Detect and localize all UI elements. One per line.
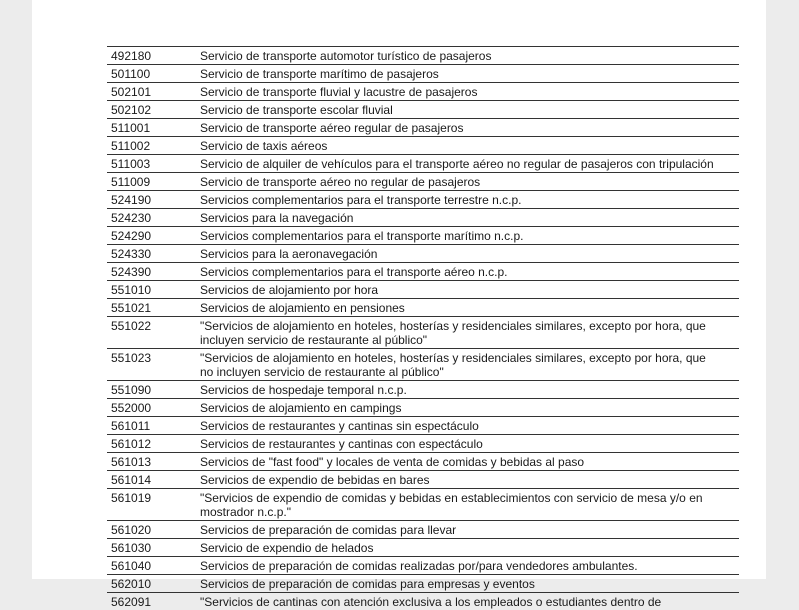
activity-description: Servicio de transporte fluvial y lacustre de pasajeros xyxy=(200,85,478,99)
activity-code: 492180 xyxy=(111,49,152,63)
table-row xyxy=(107,245,739,263)
activity-code: 561014 xyxy=(111,473,152,487)
table-row xyxy=(107,101,739,119)
activity-code: 561020 xyxy=(111,523,152,537)
activity-description: Servicios de restaurantes y cantinas con espectáculo xyxy=(200,437,483,451)
table-row xyxy=(107,83,739,101)
table-row xyxy=(107,209,739,227)
activity-code: 552000 xyxy=(111,401,152,415)
table-row xyxy=(107,381,739,399)
table-row xyxy=(107,191,739,209)
table-row xyxy=(107,399,739,417)
table-row xyxy=(107,137,739,155)
activity-description: Servicios de hospedaje temporal n.c.p. xyxy=(200,383,407,397)
activity-description: Servicio de transporte marítimo de pasajeros xyxy=(200,67,439,81)
activity-code-table xyxy=(107,46,739,610)
activity-description: Servicios complementarios para el transporte aéreo n.c.p. xyxy=(200,265,508,279)
activity-description: Servicios complementarios para el transporte marítimo n.c.p. xyxy=(200,229,524,243)
activity-description: Servicio de alquiler de vehículos para el transporte aéreo no regular de pasajeros con tripulación xyxy=(200,157,714,171)
table-row xyxy=(107,539,739,557)
activity-description: Servicios complementarios para el transporte terrestre n.c.p. xyxy=(200,193,522,207)
table-row xyxy=(107,453,739,471)
activity-description: Servicios de expendio de bebidas en bares xyxy=(200,473,430,487)
activity-code: 551023 xyxy=(111,351,152,365)
table-row xyxy=(107,65,739,83)
activity-code: 551022 xyxy=(111,319,152,333)
table-row xyxy=(107,471,739,489)
activity-description: "Servicios de alojamiento en hoteles, hosterías y residenciales similares, excepto por hora, que no incluyen servicio de restaurante al público" xyxy=(200,351,706,379)
activity-description: Servicio de taxis aéreos xyxy=(200,139,328,153)
activity-code: 511003 xyxy=(111,157,151,171)
activity-code: 502102 xyxy=(111,103,152,117)
activity-code: 524230 xyxy=(111,211,152,225)
activity-code: 551090 xyxy=(111,383,152,397)
activity-description: Servicios para la aeronavegación xyxy=(200,247,378,261)
activity-code: 524330 xyxy=(111,247,152,261)
activity-description: Servicios de "fast food" y locales de venta de comidas y bebidas al paso xyxy=(200,455,585,469)
activity-description: "Servicios de expendio de comidas y bebidas en establecimientos con servicio de mesa y/o en mostrador n.c.p." xyxy=(200,491,703,519)
activity-code: 562091 xyxy=(111,595,152,609)
activity-code: 561012 xyxy=(111,437,152,451)
activity-code: 511001 xyxy=(111,121,151,135)
activity-description: Servicio de transporte aéreo regular de pasajeros xyxy=(200,121,464,135)
activity-description: Servicio de transporte automotor turístico de pasajeros xyxy=(200,49,492,63)
activity-description: Servicios de restaurantes y cantinas sin espectáculo xyxy=(200,419,479,433)
table-row xyxy=(107,263,739,281)
activity-description: Servicio de transporte aéreo no regular de pasajeros xyxy=(200,175,481,189)
table-row xyxy=(107,575,739,593)
activity-description: Servicios para la navegación xyxy=(200,211,354,225)
table-row xyxy=(107,227,739,245)
activity-description: "Servicios de cantinas con atención exclusiva a los empleados o estudiantes dentro de xyxy=(200,595,662,609)
activity-code: 524390 xyxy=(111,265,152,279)
table-row xyxy=(107,349,739,381)
activity-code: 561013 xyxy=(111,455,152,469)
activity-code: 561019 xyxy=(111,491,152,505)
activity-code: 524290 xyxy=(111,229,152,243)
table-row xyxy=(107,47,739,65)
activity-code: 502101 xyxy=(111,85,152,99)
table-row xyxy=(107,557,739,575)
table-row xyxy=(107,593,739,610)
table-row xyxy=(107,417,739,435)
activity-description: Servicios de alojamiento en pensiones xyxy=(200,301,405,315)
table-row xyxy=(107,521,739,539)
table-row xyxy=(107,299,739,317)
table-row xyxy=(107,281,739,299)
activity-description: Servicio de expendio de helados xyxy=(200,541,374,555)
activity-code: 561030 xyxy=(111,541,152,555)
table-row xyxy=(107,173,739,191)
table-row xyxy=(107,119,739,137)
activity-description: Servicios de preparación de comidas para empresas y eventos xyxy=(200,577,535,591)
activity-description: "Servicios de alojamiento en hoteles, hosterías y residenciales similares, excepto por hora, que incluyen servicio de restaurante al público" xyxy=(200,319,706,347)
activity-code: 511009 xyxy=(111,175,151,189)
table-row xyxy=(107,489,739,521)
activity-code: 524190 xyxy=(111,193,152,207)
table-row xyxy=(107,155,739,173)
activity-description: Servicios de alojamiento en campings xyxy=(200,401,402,415)
activity-description: Servicios de preparación de comidas para llevar xyxy=(200,523,457,537)
activity-code: 551021 xyxy=(111,301,152,315)
activity-description: Servicio de transporte escolar fluvial xyxy=(200,103,393,117)
activity-description: Servicios de preparación de comidas realizadas por/para vendedores ambulantes. xyxy=(200,559,638,573)
activity-code: 561040 xyxy=(111,559,152,573)
activity-code: 561011 xyxy=(111,419,151,433)
table-row xyxy=(107,317,739,349)
document-page xyxy=(32,0,766,609)
table-row xyxy=(107,435,739,453)
activity-code: 551010 xyxy=(111,283,152,297)
activity-code: 562010 xyxy=(111,577,152,591)
activity-code: 501100 xyxy=(111,67,151,81)
activity-description: Servicios de alojamiento por hora xyxy=(200,283,379,297)
activity-code: 511002 xyxy=(111,139,151,153)
